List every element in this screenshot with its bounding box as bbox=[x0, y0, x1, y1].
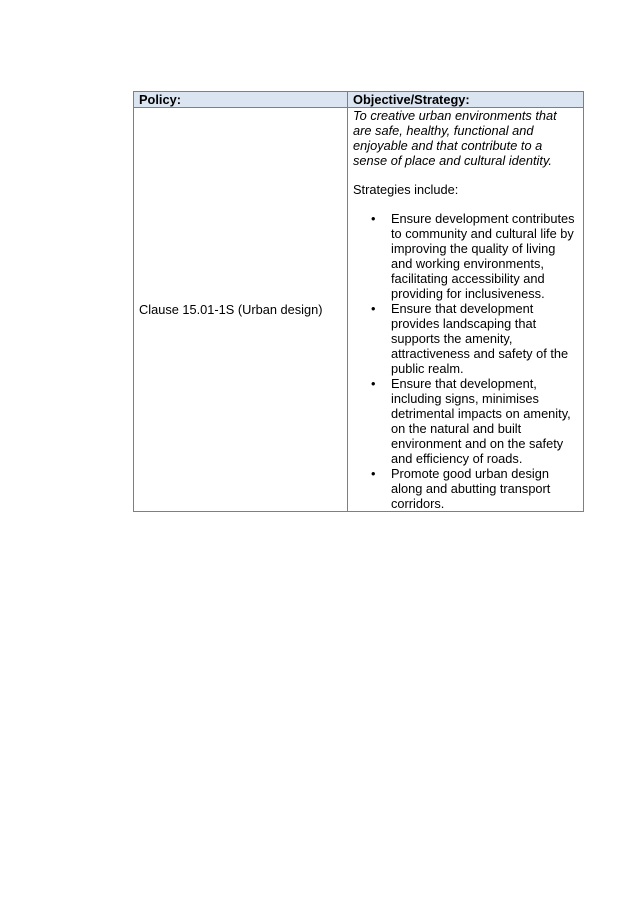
list-item bbox=[371, 301, 578, 376]
policy-cell: Clause 15.01-1S (Urban design) bbox=[134, 108, 348, 512]
strategy-list bbox=[353, 211, 578, 511]
table-row bbox=[134, 108, 584, 512]
table-header-row bbox=[134, 92, 584, 108]
bullet-icon: • bbox=[371, 466, 376, 481]
strategy-text: Ensure that development provides landscaping that supports the amenity, attractiveness and safety of the public realm. bbox=[391, 301, 569, 376]
policy-table bbox=[133, 91, 584, 512]
bullet-icon: • bbox=[371, 301, 376, 316]
strategy-text: Ensure that development, including signs, minimises detrimental impacts on amenity, on the natural and built environment and on the safety and efficiency of roads. bbox=[391, 376, 571, 466]
strategy-text: Ensure development contributes to community and cultural life by improving the quality of living and working environments, facilitating accessibility and providing for inclusiveness. bbox=[391, 211, 575, 301]
strategies-intro: Strategies include: bbox=[353, 182, 459, 197]
objective-header: Objective/Strategy: bbox=[348, 92, 584, 108]
objective-cell bbox=[348, 108, 584, 512]
bullet-icon: • bbox=[371, 376, 376, 391]
policy-header: Policy: bbox=[134, 92, 348, 108]
bullet-icon: • bbox=[371, 211, 376, 226]
objective-text: To creative urban environments that are safe, healthy, functional and enjoyable and that contribute to a sense of place and cultural identity. bbox=[353, 108, 557, 168]
list-item bbox=[371, 211, 578, 301]
list-item bbox=[371, 466, 578, 511]
list-item bbox=[371, 376, 578, 466]
strategy-text: Promote good urban design along and abutting transport corridors. bbox=[391, 466, 551, 511]
